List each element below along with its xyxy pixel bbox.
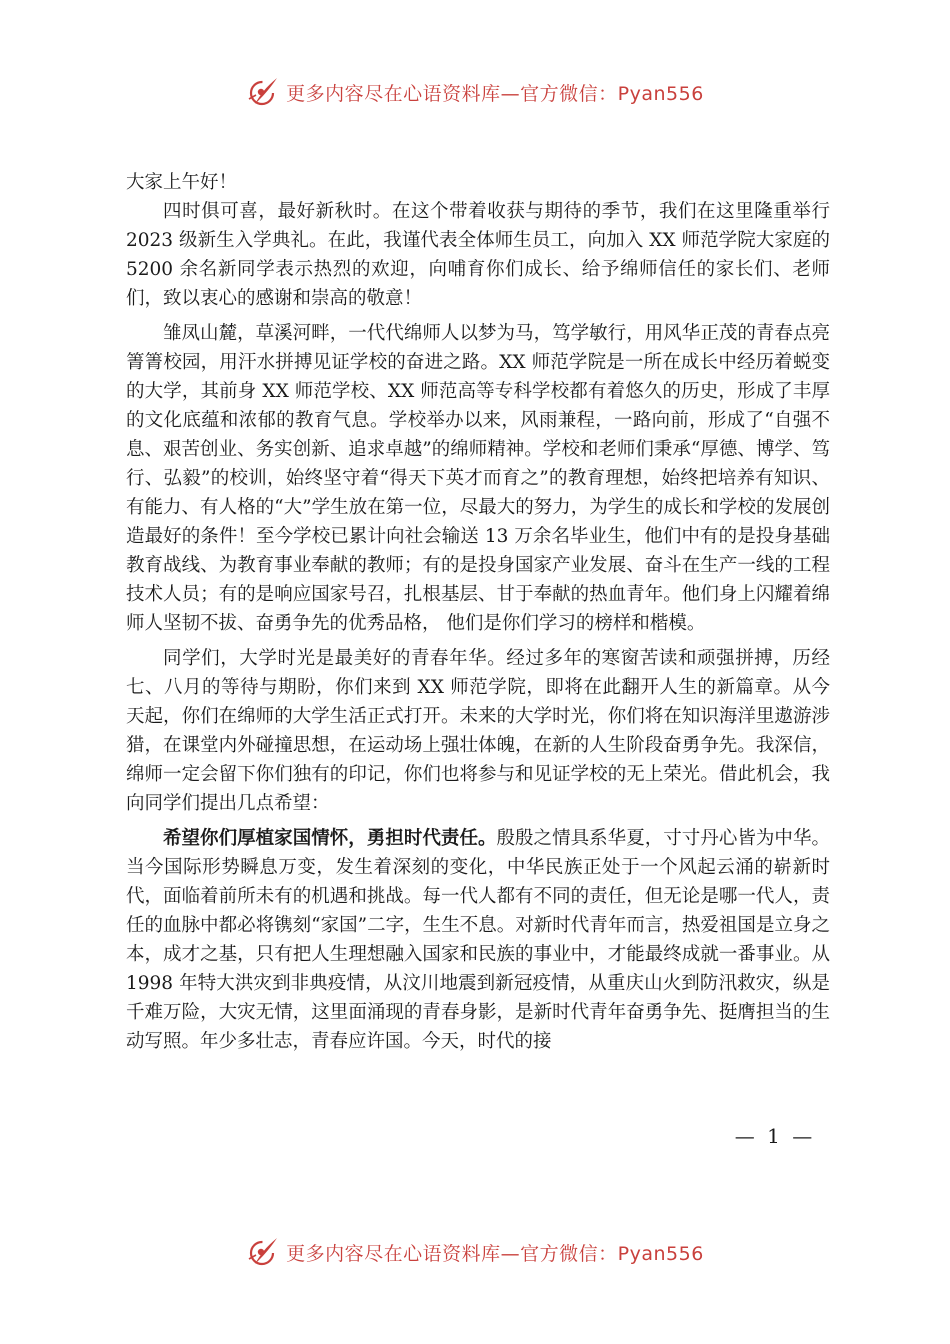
paragraph-2: 雏凤山麓，草溪河畔，一代代绵师人以梦为马，笃学敏行，用风华正茂的青春点亮箐箐校园，用汗水拼搏见证学校的奋进之路。XX 师范学院是一所在成长中经历着蜕变的大学，其前身 XX 师范学校、XX 师范高等专科学校都有着悠久的历史，形成了丰厚的文化底蕴和浓郁的教育气息。学校举办以来，风雨兼程，一路向前，形成了“自强不息、艰苦创业、务实创新、追求卓越”的绵师精神。学校和老师们秉承“厚德、博学、笃行、弘毅”的校训，始终坚守着“得天下英才而育之”的教育理想，始终把培养有知识、有能力、有人格的“大”学生放在第一位，尽最大的努力，为学生的成长和学校的发展创造最好的条件！至今学校已累计向社会输送 13 万余名毕业生，他们中有的是投身基础教育战线、为教育事业奉献的教师；有的是投身国家产业发展、奋斗在生产一线的工程技术人员；有的是响应国家号召，扎根基层、甘于奉献的热血青年。他们身上闪耀着绵师人坚韧不拔、奋勇争先的优秀品格， 他们是你们学习的榜样和楷模。 [126, 323, 830, 634]
quill-pen-logo-icon [246, 75, 280, 109]
greeting: 大家上午好！ [126, 172, 238, 193]
watermark-text: 更多内容尽在心语资料库—官方微信：Pyan556 [286, 1242, 704, 1265]
document-body [126, 168, 830, 1056]
watermark-banner-top [0, 72, 950, 112]
quill-pen-logo-icon [246, 1235, 280, 1269]
paragraph-1: 四时俱可喜，最好新秋时。在这个带着收获与期待的季节，我们在这里隆重举行 2023 级新生入学典礼。在此，我谨代表全体师生员工，向加入 XX 师范学院大家庭的 5200 余名新同学表示热烈的欢迎，向哺育你们成长、给予绵师信任的家长们、老师们，致以衷心的感谢和崇高的敬意！ [126, 201, 830, 309]
watermark-text: 更多内容尽在心语资料库—官方微信：Pyan556 [286, 82, 704, 105]
paragraph-4-heading: 希望你们厚植家国情怀，勇担时代责任。 [163, 828, 497, 849]
paragraph-3: 同学们，大学时光是最美好的青春年华。经过多年的寒窗苦读和顽强拼搏，历经七、八月的等待与期盼，你们来到 XX 师范学院，即将在此翻开人生的新篇章。从今天起，你们在绵师的大学生活正式打开。未来的大学时光，你们将在知识海洋里遨游涉猎，在课堂内外碰撞思想，在运动场上强壮体魄，在新的人生阶段奋勇争先。我深信，绵师一定会留下你们独有的印记，你们也将参与和见证学校的无上荣光。借此机会，我向同学们提出几点希望： [126, 648, 830, 814]
paragraph-4 [126, 824, 830, 1056]
paragraph-4-body: 殷殷之情具系华夏，寸寸丹心皆为中华。当今国际形势瞬息万变，发生着深刻的变化，中华民族正处于一个风起云涌的崭新时代，面临着前所未有的机遇和挑战。每一代人都有不同的责任，但无论是哪一代人，责任的血脉中都必将镌刻“家国”二字，生生不息。对新时代青年而言，热爱祖国是立身之本，成才之基，只有把人生理想融入国家和民族的事业中，才能最终成就一番事业。从 1998 年特大洪灾到非典疫情，从汶川地震到新冠疫情，从重庆山火到防汛救灾，纵是千难万险，大灾无情，这里面涌现的青春身影，是新时代青年奋勇争先、挺膺担当的生动写照。年少多壮志，青春应许国。今天，时代的接 [126, 828, 830, 1052]
watermark-banner-bottom [0, 1232, 950, 1272]
page-number: — 1 — [734, 1124, 816, 1148]
